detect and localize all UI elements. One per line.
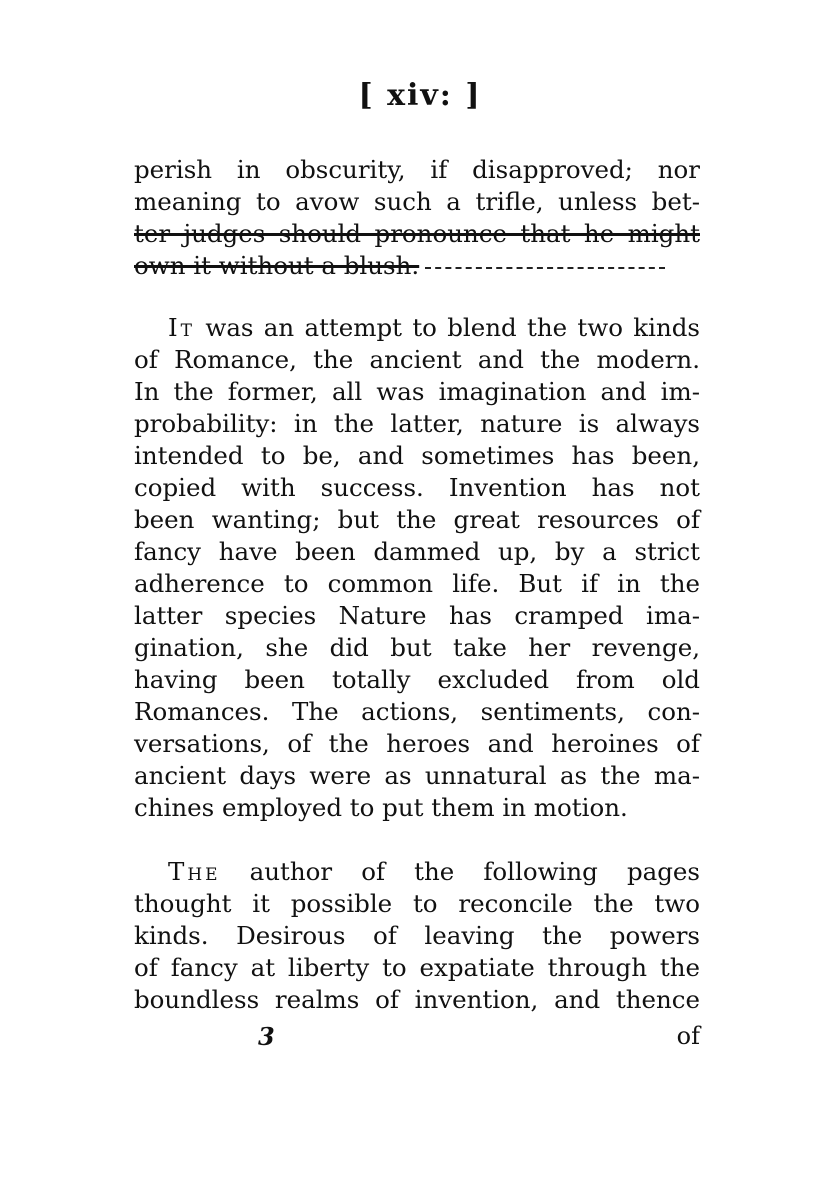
- text-line-last: [134, 250, 700, 282]
- text-line: meaning to avow such a trifle, unless bet-: [134, 187, 700, 216]
- text-line-last: chines employed to put them in motion.: [134, 793, 628, 822]
- struck-text-line: ter judges should pronounce that he might: [134, 219, 700, 248]
- text-line: copied with success. Invention has not: [134, 473, 700, 502]
- text-line: adherence to common life. But if in the: [134, 569, 700, 598]
- page-footer: [134, 1022, 700, 1058]
- signature-mark: 3: [258, 1022, 275, 1051]
- text-line: probability: in the latter, nature is always: [134, 409, 700, 438]
- paragraph-2: [134, 312, 700, 824]
- paragraph-lead: It: [168, 313, 196, 342]
- text-line: been wanting; but the great resources of: [134, 505, 700, 534]
- paragraph-lead: The: [168, 857, 221, 886]
- text-line: latter species Nature has cramped ima-: [134, 601, 700, 630]
- text-line: of fancy at liberty to expatiate through the: [134, 953, 700, 982]
- text-line: perish in obscurity, if disapproved; nor: [134, 155, 700, 184]
- text-line: Romances. The actions, sentiments, con-: [134, 697, 700, 726]
- text-line: In the former, all was imagination and im-: [134, 377, 700, 406]
- text-line: ancient days were as unnatural as the ma-: [134, 761, 700, 790]
- paragraph-3: [134, 856, 700, 1016]
- text-line: fancy have been dammed up, by a strict: [134, 537, 700, 566]
- text-line: kinds. Desirous of leaving the powers: [134, 921, 700, 950]
- text-line: intended to be, and sometimes has been,: [134, 441, 700, 470]
- text-line-rest: was an attempt to blend the two kinds: [205, 313, 701, 342]
- dash-rule: [425, 267, 665, 269]
- text-line-first: [134, 312, 700, 344]
- text-line: gination, she did but take her revenge,: [134, 633, 700, 662]
- text-line: boundless realms of invention, and thence: [134, 985, 700, 1014]
- text-line: of Romance, the ancient and the modern.: [134, 345, 700, 374]
- text-line-first: [134, 856, 700, 888]
- paragraph-1: [134, 154, 700, 282]
- struck-text: own it without a blush.: [134, 251, 420, 280]
- text-line-rest: author of the following pages: [249, 857, 700, 886]
- text-line: versations, of the heroes and heroines of: [134, 729, 700, 758]
- text-line: thought it possible to reconcile the two: [134, 889, 700, 918]
- catchword: of: [676, 1022, 700, 1050]
- text-line: having been totally excluded from old: [134, 665, 700, 694]
- page-header: [ xiv: ]: [358, 78, 482, 113]
